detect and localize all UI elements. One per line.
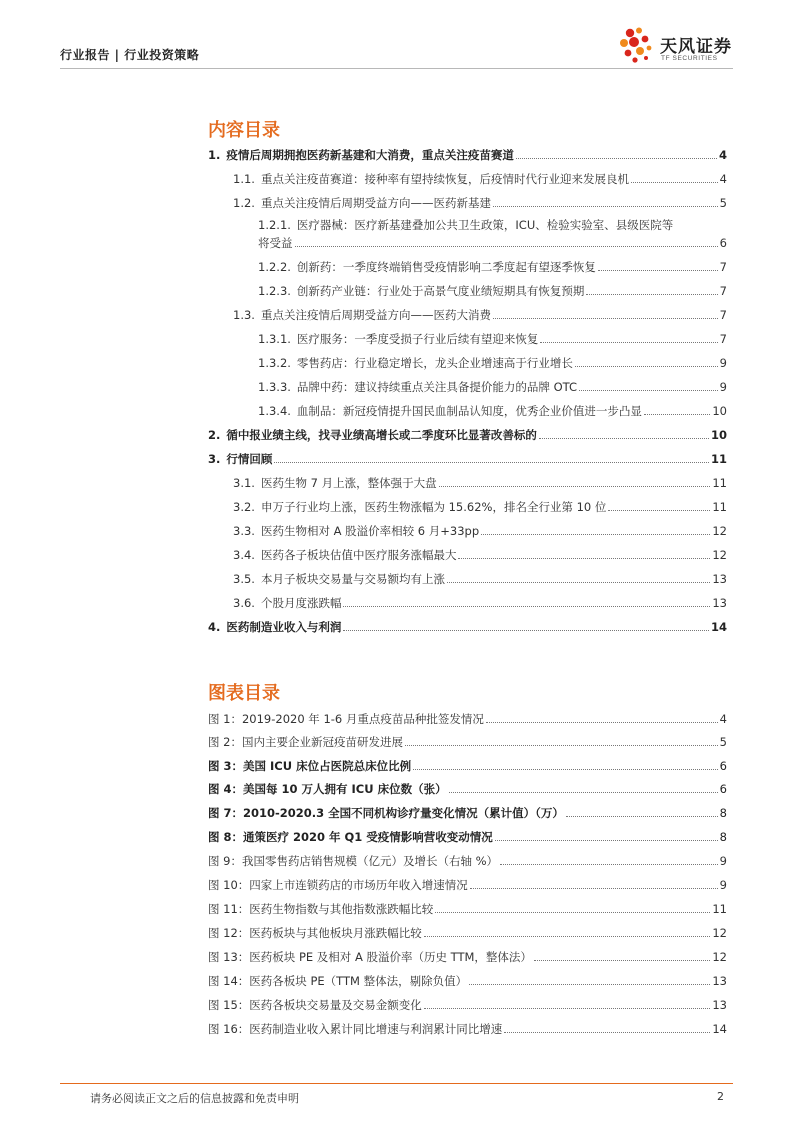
toc-entry-text: 申万子行业均上涨，医药生物涨幅为 15.62%，排名全行业第 10 位 bbox=[260, 500, 607, 514]
leader-dots bbox=[534, 960, 710, 961]
leader-dots bbox=[566, 816, 718, 817]
figure-entry-text: 图 7：2010-2020.3 全国不同机构诊疗量变化情况（累计值）（万） bbox=[208, 806, 564, 820]
leader-dots bbox=[516, 158, 717, 159]
toc-entry-text: 零售药店：行业稳定增长，龙头企业增速高于行业增长 bbox=[296, 356, 573, 370]
toc-page-number: 5 bbox=[719, 196, 727, 210]
toc-entry[interactable]: 3.2. 申万子行业均上涨，医药生物涨幅为 15.62%，排名全行业第 10 位 11 bbox=[233, 500, 727, 514]
figure-entry[interactable] bbox=[208, 806, 727, 820]
toc-entry[interactable]: 3.3. 医药生物相对 A 股溢价率相较 6 月+33pp 12 bbox=[233, 524, 727, 538]
figure-page-number: 14 bbox=[712, 1022, 727, 1036]
leader-dots bbox=[481, 534, 710, 535]
toc-entry[interactable]: 3.5. 本月子板块交易量与交易额均有上涨 13 bbox=[233, 572, 727, 586]
figure-page-number: 4 bbox=[719, 712, 727, 726]
figure-entry[interactable] bbox=[208, 854, 727, 868]
leader-dots bbox=[439, 486, 711, 487]
leader-dots bbox=[470, 888, 718, 889]
toc-entry-wrapped-line[interactable]: 1.2.1. 医疗器械：医疗新基建叠加公共卫生政策，ICU、检验实验室、县级医院等 bbox=[258, 218, 674, 232]
toc-entry-text: 医药生物 7 月上涨，整体强于大盘 bbox=[260, 476, 437, 490]
leader-dots bbox=[449, 792, 718, 793]
tf-logo-icon bbox=[618, 26, 658, 70]
toc-entry-text: 创新药：一季度终端销售受疫情影响二季度起有望逐季恢复 bbox=[296, 260, 596, 274]
leader-dots bbox=[295, 246, 718, 247]
leader-dots bbox=[424, 936, 711, 937]
toc-entry[interactable]: 1.3.2. 零售药店：行业稳定增长，龙头企业增速高于行业增长 9 bbox=[258, 356, 727, 370]
figure-entry[interactable] bbox=[208, 759, 727, 773]
leader-dots bbox=[435, 912, 710, 913]
figure-entry[interactable] bbox=[208, 712, 727, 726]
toc-entry-text: 医疗服务：一季度受损子行业后续有望迎来恢复 bbox=[296, 332, 539, 346]
toc-entry-text: 重点关注疫情后周期受益方向——医药新基建 bbox=[260, 196, 491, 210]
logo-chinese-name: 天风证券 bbox=[660, 37, 732, 57]
leader-dots bbox=[343, 630, 709, 631]
leader-dots bbox=[598, 270, 718, 271]
toc-entry-text: 个股月度涨跌幅 bbox=[260, 596, 342, 610]
leader-dots bbox=[405, 745, 718, 746]
figure-page-number: 11 bbox=[712, 902, 727, 916]
toc-page-number: 12 bbox=[712, 548, 727, 562]
toc-entry[interactable]: 1.3.3. 品牌中药：建议持续重点关注具备提价能力的品牌 OTC 9 bbox=[258, 380, 727, 394]
toc-entry-text: 品牌中药：建议持续重点关注具备提价能力的品牌 OTC bbox=[296, 380, 578, 394]
toc-entry[interactable]: 3.1. 医药生物 7 月上涨，整体强于大盘 11 bbox=[233, 476, 727, 490]
figure-page-number: 6 bbox=[719, 782, 727, 796]
toc-page-number: 11 bbox=[712, 476, 727, 490]
footer-divider bbox=[60, 1083, 733, 1084]
leader-dots bbox=[343, 606, 710, 607]
toc-entry[interactable]: 1.2. 重点关注疫情后周期受益方向——医药新基建 5 bbox=[233, 196, 727, 210]
toc-page-number: 7 bbox=[719, 284, 727, 298]
figure-entry-text: 图 8：通策医疗 2020 年 Q1 受疫情影响营收变动情况 bbox=[208, 830, 493, 844]
toc-page-number: 6 bbox=[719, 236, 727, 250]
figure-page-number: 12 bbox=[712, 926, 727, 940]
toc-page-number: 9 bbox=[719, 356, 727, 370]
toc-entry-text: 医药各子板块估值中医疗服务涨幅最大 bbox=[260, 548, 457, 562]
figure-page-number: 5 bbox=[719, 735, 727, 749]
toc-entry-text: 血制品：新冠疫情提升国民血制品认知度，优秀企业价值进一步凸显 bbox=[296, 404, 642, 418]
leader-dots bbox=[469, 984, 710, 985]
toc-entry-text: 循中报业绩主线，找寻业绩高增长或二季度环比显著改善标的 bbox=[226, 428, 537, 442]
figure-entry[interactable] bbox=[208, 830, 727, 844]
toc-page-number: 4 bbox=[719, 172, 727, 186]
toc-entry-text: 本月子板块交易量与交易额均有上涨 bbox=[260, 572, 445, 586]
figure-entry-text: 图 4：美国每 10 万人拥有 ICU 床位数（张） bbox=[208, 782, 447, 796]
figure-entry-text: 图 15：医药各板块交易量及交易金额变化 bbox=[208, 998, 422, 1012]
toc-entry[interactable]: 1.2.2. 创新药：一季度终端销售受疫情影响二季度起有望逐季恢复 7 bbox=[258, 260, 727, 274]
figure-entry[interactable] bbox=[208, 974, 727, 988]
logo-english-name: TF SECURITIES bbox=[661, 55, 718, 62]
leader-dots bbox=[631, 182, 718, 183]
toc-page-number: 14 bbox=[710, 620, 727, 634]
leader-dots bbox=[274, 462, 709, 463]
figure-page-number: 6 bbox=[719, 759, 727, 773]
toc-page-number: 7 bbox=[719, 308, 727, 322]
leader-dots bbox=[575, 366, 718, 367]
figure-entry-text: 图 10：四家上市连锁药店的市场历年收入增速情况 bbox=[208, 878, 468, 892]
page-number: 2 bbox=[717, 1090, 724, 1103]
figure-page-number: 9 bbox=[719, 878, 727, 892]
figure-page-number: 9 bbox=[719, 854, 727, 868]
figure-entry-text: 图 3：美国 ICU 床位占医院总床位比例 bbox=[208, 759, 412, 773]
leader-dots bbox=[413, 769, 718, 770]
leader-dots bbox=[539, 438, 709, 439]
toc-page-number: 13 bbox=[712, 572, 727, 586]
figure-page-number: 8 bbox=[719, 806, 727, 820]
leader-dots bbox=[458, 558, 710, 559]
toc-entry[interactable]: 3.4. 医药各子板块估值中医疗服务涨幅最大 12 bbox=[233, 548, 727, 562]
toc-page-number: 13 bbox=[712, 596, 727, 610]
contents-title: 内容目录 bbox=[208, 120, 280, 141]
toc-entry-text: 医药制造业收入与利润 bbox=[226, 620, 342, 634]
figure-page-number: 12 bbox=[712, 950, 727, 964]
toc-page-number: 9 bbox=[719, 380, 727, 394]
toc-page-number: 4 bbox=[718, 148, 727, 162]
leader-dots bbox=[486, 722, 718, 723]
leader-dots bbox=[586, 294, 717, 295]
figure-entry-text: 图 9：我国零售药店销售规模（亿元）及增长（右轴 %） bbox=[208, 854, 499, 868]
toc-page-number: 11 bbox=[712, 500, 727, 514]
leader-dots bbox=[493, 318, 718, 319]
toc-entry[interactable]: 1.3.1. 医疗服务：一季度受损子行业后续有望迎来恢复 7 bbox=[258, 332, 727, 346]
toc-entry-text: 创新药产业链：行业处于高景气度业绩短期具有恢复预期 bbox=[296, 284, 585, 298]
figure-entry-text: 图 16：医药制造业收入累计同比增速与利润累计同比增速 bbox=[208, 1022, 503, 1036]
leader-dots bbox=[424, 1008, 711, 1009]
figure-entry[interactable] bbox=[208, 782, 727, 796]
toc-entry[interactable]: 1. 疫情后周期拥抱医药新基建和大消费，重点关注疫苗赛道 4 bbox=[208, 148, 727, 162]
figure-entry[interactable] bbox=[208, 902, 727, 916]
toc-entry[interactable]: 1.1. 重点关注疫苗赛道：接种率有望持续恢复，后疫情时代行业迎来发展良机 4 bbox=[233, 172, 727, 186]
toc-entry[interactable]: 1.3.4. 血制品：新冠疫情提升国民血制品认知度，优秀企业价值进一步凸显 10 bbox=[258, 404, 727, 418]
toc-page-number: 10 bbox=[710, 428, 727, 442]
figure-entry-text: 图 1：2019-2020 年 1-6 月重点疫苗品种批签发情况 bbox=[208, 712, 484, 726]
toc-entry-text: 重点关注疫情后周期受益方向——医药大消费 bbox=[260, 308, 491, 322]
figure-entry[interactable] bbox=[208, 1022, 727, 1036]
toc-entry[interactable]: 3. 行情回顾 11 bbox=[208, 452, 727, 466]
toc-entry[interactable]: 3.6. 个股月度涨跌幅 13 bbox=[233, 596, 727, 610]
figure-entry[interactable] bbox=[208, 998, 727, 1012]
report-category: 行业报告 | 行业投资策略 bbox=[60, 48, 200, 62]
toc-page-number: 7 bbox=[719, 260, 727, 274]
toc-entry-text: 重点关注疫苗赛道：接种率有望持续恢复，后疫情时代行业迎来发展良机 bbox=[260, 172, 629, 186]
toc-page-number: 11 bbox=[710, 452, 727, 466]
toc-page-number: 12 bbox=[712, 524, 727, 538]
figures-title: 图表目录 bbox=[208, 683, 280, 704]
leader-dots bbox=[500, 864, 718, 865]
figure-page-number: 13 bbox=[712, 998, 727, 1012]
toc-entry-text: 医药生物相对 A 股溢价率相较 6 月+33pp bbox=[260, 524, 480, 538]
figure-page-number: 8 bbox=[719, 830, 727, 844]
toc-entry[interactable]: 1.3. 重点关注疫情后周期受益方向——医药大消费 7 bbox=[233, 308, 727, 322]
leader-dots bbox=[495, 840, 718, 841]
figure-page-number: 13 bbox=[712, 974, 727, 988]
toc-entry-text: 医疗器械：医疗新基建叠加公共卫生政策，ICU、检验实验室、县级医院等 bbox=[296, 218, 674, 232]
figure-entry-text: 图 11：医药生物指数与其他指数涨跌幅比较 bbox=[208, 902, 434, 916]
leader-dots bbox=[540, 342, 717, 343]
figure-entry[interactable] bbox=[208, 735, 727, 749]
leader-dots bbox=[447, 582, 710, 583]
footer-disclaimer: 请务必阅读正文之后的信息披露和免责申明 bbox=[90, 1092, 299, 1105]
toc-page-number: 10 bbox=[712, 404, 727, 418]
toc-entry[interactable] bbox=[258, 236, 727, 250]
leader-dots bbox=[579, 390, 718, 391]
toc-entry-text: 疫情后周期拥抱医药新基建和大消费，重点关注疫苗赛道 bbox=[226, 148, 514, 162]
figure-entry-text: 图 13：医药板块 PE 及相对 A 股溢价率（历史 TTM，整体法） bbox=[208, 950, 532, 964]
toc-entry[interactable]: 4. 医药制造业收入与利润 14 bbox=[208, 620, 727, 634]
figure-entry-text: 图 12：医药板块与其他板块月涨跌幅比较 bbox=[208, 926, 422, 940]
toc-entry-text: 行情回顾 bbox=[226, 452, 273, 466]
leader-dots bbox=[608, 510, 710, 511]
figure-entry-text: 图 14：医药各板块 PE（TTM 整体法，剔除负值） bbox=[208, 974, 468, 988]
toc-entry[interactable]: 1.2.3. 创新药产业链：行业处于高景气度业绩短期具有恢复预期 7 bbox=[258, 284, 727, 298]
toc-entry-text-continued: 将受益 bbox=[258, 236, 293, 250]
leader-dots bbox=[504, 1032, 710, 1033]
figure-entry[interactable] bbox=[208, 878, 727, 892]
leader-dots bbox=[644, 414, 710, 415]
figure-entry[interactable] bbox=[208, 926, 727, 940]
tf-securities-logo bbox=[618, 26, 738, 70]
figure-entry-text: 图 2：国内主要企业新冠疫苗研发进展 bbox=[208, 735, 403, 749]
leader-dots bbox=[493, 206, 718, 207]
toc-entry[interactable]: 2. 循中报业绩主线，找寻业绩高增长或二季度环比显著改善标的 10 bbox=[208, 428, 727, 442]
figure-entry[interactable] bbox=[208, 950, 727, 964]
toc-page-number: 7 bbox=[719, 332, 727, 346]
